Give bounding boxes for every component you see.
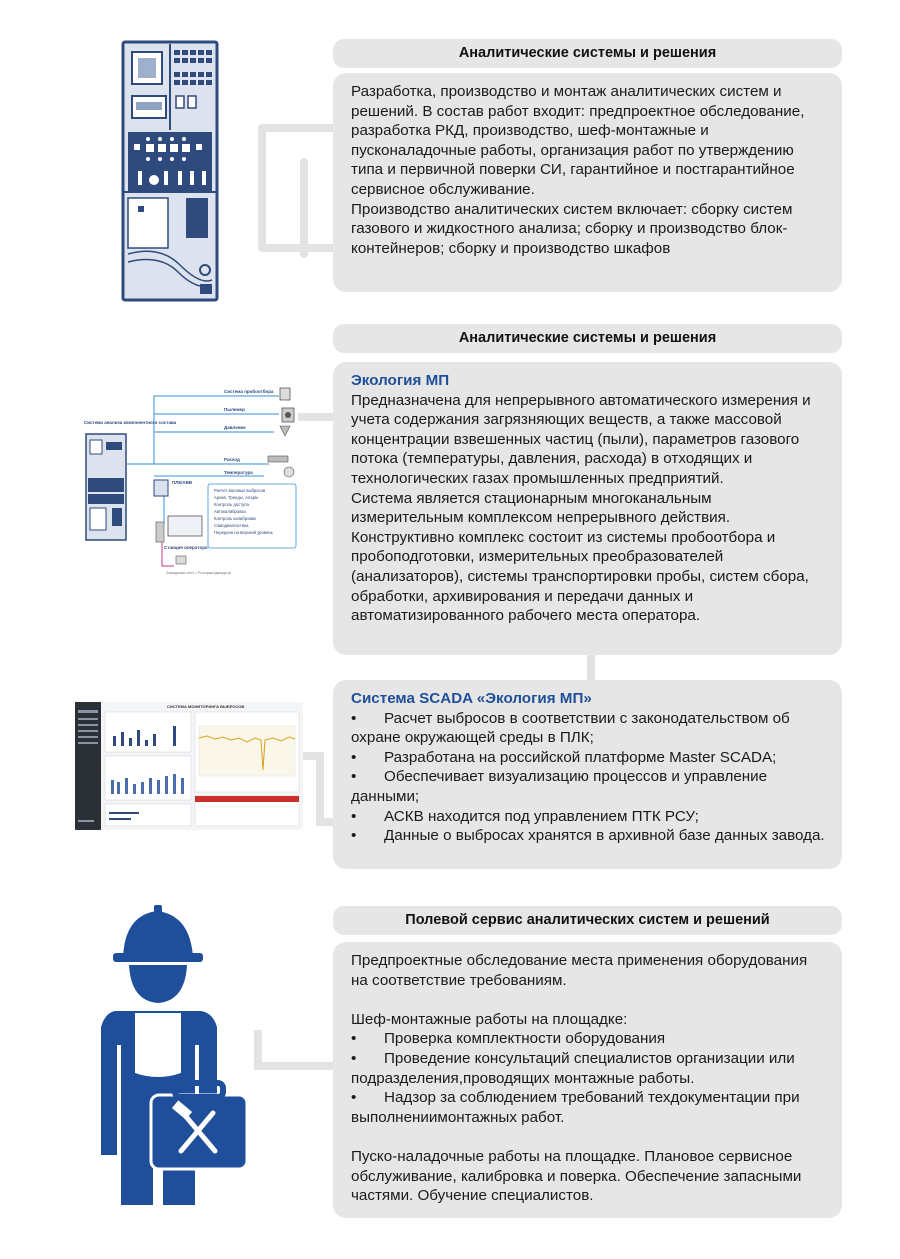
- section3-subtitle: Система SCADA «Экология МП»: [351, 690, 592, 707]
- section1-paragraph: Разработка, производство и монтаж аналитических систем и решений. В состав работ входит: предпроектное обследование, разработка РКД, производство, шеф-монтажные и пусконаладочные работы, организация работ по утверждению типа и первичной поверки СИ, гарантийное и постгарантийное сервисное обслуживание.: [351, 83, 805, 198]
- section2-body: [333, 362, 842, 655]
- section1-body: [333, 73, 842, 292]
- section4-body: [333, 942, 842, 1218]
- diagram-label-sampling: Система пробоотбора: [224, 389, 274, 394]
- connector: [254, 1062, 338, 1070]
- connector: [300, 158, 308, 258]
- diagram-feature: Автокалибровка: [214, 509, 246, 514]
- diagram-feature: Архив, Тренды, Аларм: [214, 495, 258, 500]
- section2-paragraph: Предназначена для непрерывного автоматического измерения и учета содержания загрязняющих веществ, а также массовой концентрации взвешенных частиц (пыли), параметров газового потока (температуры, давления, расхода) в отходящих и технологических газах промышленных предприятий.: [351, 391, 811, 487]
- section2-subtitle: Экология МП: [351, 372, 450, 389]
- diagram-label-analyzer: Система анализа компонентного состава: [84, 420, 177, 425]
- connector: [258, 244, 336, 252]
- connector: [262, 124, 337, 132]
- diagram-label-operator: Станция оператора: [164, 545, 208, 550]
- list-item: • АСКВ находится под управлением ПТК РСУ;: [351, 807, 828, 827]
- analyzer-cabinet-illustration: [120, 40, 220, 302]
- diagram-label-pressure: Давление: [224, 425, 246, 430]
- diagram-feature: Расчет валовых выбросов: [214, 488, 266, 493]
- list-item: • Разработана на российской платформе Master SCADA;: [351, 748, 828, 768]
- diagram-feature: Контроль калибровки: [214, 516, 256, 521]
- diagram-feature: Передача на верхний уровень: [214, 530, 273, 535]
- diagram-label-dust: Пылемер: [224, 407, 245, 412]
- section4-bullets: [351, 1029, 828, 1127]
- section4-intro: Предпроектные обследование места применения оборудования на соответствие требованиям.: [351, 952, 808, 989]
- list-item: • Обеспечивает визуализацию процессов и управление данными;: [351, 767, 828, 806]
- diagram-feature: Контроль доступа: [214, 502, 249, 507]
- section3-body: [333, 680, 842, 869]
- diagram-label-temperature: Температура: [224, 470, 253, 475]
- section2-header: Аналитические системы и решения: [333, 324, 842, 353]
- section1-header: Аналитические системы и решения: [333, 39, 842, 68]
- scada-screen-title: СИСТЕМА МОНИТОРИНГА ВЫБРОСОВ: [167, 704, 245, 709]
- diagram-label-flow: Расход: [224, 457, 240, 462]
- service-worker-illustration: [95, 905, 255, 1205]
- list-item: • Проверка комплектности оборудования: [351, 1029, 828, 1049]
- section3-bullets: [351, 709, 828, 846]
- section1-paragraph: Производство аналитических систем включает: сборку систем газового и жидкостного анализа; сборку и производство блок-контейнеров; сборку и производство шкафов: [351, 200, 793, 257]
- list-item: • Данные о выбросах хранятся в архивной базе данных завода.: [351, 826, 828, 846]
- connector: [316, 752, 324, 824]
- section2-paragraph: Система является стационарным многоканальным измерительным комплексом непрерывного действия. Конструктивно комплекс состоит из системы пробоотбора и пробоподготовки, измерительных преобразователей (анализаторов), системы транспортировки пробы, систем сбора, обработки, архивирования и передачи данных и автоматизированного рабочего места оператора.: [351, 489, 809, 625]
- section4-outro: Пуско-наладочные работы на площадке. Плановое сервисное обслуживание, калибровка и поверка. Обеспечение запасными частями. Обучение специалистов.: [351, 1147, 802, 1205]
- list-item: • Проведение консультаций специалистов организации или подразделения,проводящих монтажные работы.: [351, 1049, 828, 1088]
- section4-list-title: Шеф-монтажные работы на площадке:: [351, 1010, 628, 1028]
- list-item: • Расчет выбросов в соответствии с законодательством об охране окружающей среды в ПЛК;: [351, 709, 828, 748]
- section4-header: Полевой сервис аналитических систем и решений: [333, 906, 842, 935]
- scada-screenshot: [75, 702, 303, 830]
- diagram-label-plc: ПЛК/АВВ: [172, 480, 193, 485]
- list-item: • Надзор за соблюдением требований техдокументации при выполнениимонтажных работ.: [351, 1088, 828, 1127]
- diagram-label-network: Заводская сеть / Росприроднадзор: [166, 570, 231, 575]
- connector: [258, 124, 266, 248]
- diagram-feature: Самодиагностика: [214, 523, 249, 528]
- monitoring-system-diagram: [84, 384, 304, 584]
